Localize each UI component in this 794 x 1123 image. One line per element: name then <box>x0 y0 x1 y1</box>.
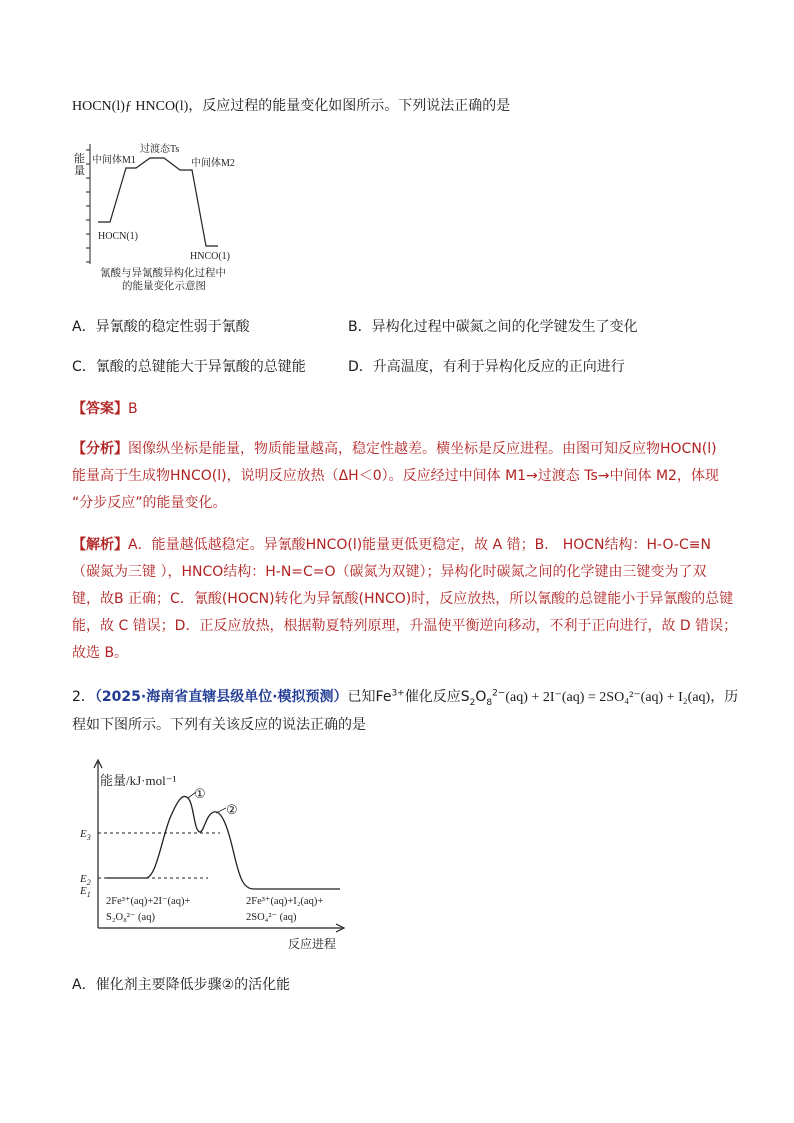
q2-stem-prefix: 已知Fe <box>347 689 392 705</box>
q2-stem-line-1: 2．（2025·海南省直辖县级单位·模拟预测）已知$Fe^{3+}$催化反应$S_2O_8^{2-}(aq) + 2I^-(aq) = 2SO_4^{2-}(aq) + I_2(aq)$，历 <box>72 688 739 708</box>
q2-stem-mid: 催化反应S <box>404 689 470 705</box>
q2-number: 2． <box>72 689 95 705</box>
q1-label-ts: 过渡态Ts <box>140 144 180 155</box>
q1-explain-line-3: 键，故B 正确；C．氰酸(HOCN)转化为异氰酸(HNCO)时，反应放热，所以氰酸的总键能小于异氰酸的总键 <box>72 591 734 607</box>
analysis-text-1: 图像纵坐标是能量，物质能量越高，稳定性越差。横坐标是反应进程。由图可知反应物HOCN(l) <box>128 441 717 457</box>
q2-product-2: 2SO₄²⁻ (aq) <box>246 912 297 923</box>
q2-x-axis-label: 反应进程 <box>288 937 337 951</box>
q1-caption-2: 的能量变化示意图 <box>122 281 206 292</box>
q1-explain-line-4: 能，故 C 错误；D．正反应放热，根据勒夏特列原理，升温使平衡逆向移动，不利于正向进行，故 D 错误； <box>72 618 738 634</box>
q2-reactant-2: S₂O₈²⁻ (aq) <box>106 912 155 923</box>
q1-label-m2: 中间体M2 <box>191 158 235 169</box>
q1-label-m1: 中间体M1 <box>92 155 136 166</box>
q1-y-axis <box>86 144 90 264</box>
q1-explain-line-1 <box>72 536 724 554</box>
q1-y-label-1: 能 <box>74 153 85 165</box>
q2-stem-rest: (aq) + 2I⁻(aq) = 2SO₄²⁻(aq) + I₂(aq)，历 <box>505 690 739 705</box>
q2-energy-diagram <box>70 758 360 958</box>
q1-caption-1: 氰酸与异氰酸异构化过程中 <box>100 268 226 279</box>
q1-option-c[interactable]: C．氰酸的总键能大于异氰酸的总键能 <box>72 359 306 375</box>
q1-analysis-line-2: 能量高于生成物HNCO(l)，说明反应放热（ΔH＜0）。反应经过中间体 M1→过渡态 Ts→中间体 M2，体现 <box>72 468 719 484</box>
q2-option-a[interactable]: A．催化剂主要降低步骤②的活化能 <box>72 977 291 993</box>
q1-energy-diagram <box>70 136 270 296</box>
q1-label-reactant: HOCN(1) <box>98 231 138 242</box>
q2-leader-2 <box>216 808 226 813</box>
q2-s2o8: $O_8^{2-}$ <box>475 688 506 708</box>
q2-peak-1: ① <box>194 786 206 801</box>
q1-y-label-2: 量 <box>74 165 85 177</box>
q1-analysis-line-3: “分步反应”的能量变化。 <box>72 495 227 511</box>
q2-stem-sup: 3+ <box>391 688 405 699</box>
q1-option-b[interactable]: B．异构化过程中碳氮之间的化学键发生了变化 <box>348 319 638 335</box>
q2-source: （2025·海南省直辖县级单位·模拟预测） <box>94 689 348 705</box>
answer-value: B <box>128 401 138 417</box>
q1-answer <box>72 400 724 418</box>
q2-product-1: 2Fe³⁺(aq)+I₂(aq)+ <box>246 896 324 907</box>
analysis-label: 【分析】 <box>72 441 128 457</box>
q1-option-d[interactable]: D．升高温度，有利于异构化反应的正向进行 <box>348 359 625 375</box>
q2-reactant-1: 2Fe³⁺(aq)+2I⁻(aq)+ <box>106 896 191 907</box>
q2-y-axis-label: 能量/kJ·mol⁻¹ <box>100 773 177 788</box>
q1-analysis-line-1 <box>72 440 724 458</box>
explain-text-1: A．能量越低越稳定。异氰酸HNCO(l)能量更低更稳定，故 A 错；B． HOCN结构：H-O-C≡N <box>128 537 711 553</box>
q2-energy-curve <box>106 796 340 889</box>
q1-explain-line-2: （碳氮为三键 ），HNCO结构：H-N=C=O（碳氮为双键）；异构化时碳氮之间的化学键由三键变为了双 <box>72 564 707 580</box>
q1-option-a[interactable]: A．异氰酸的稳定性弱于氰酸 <box>72 319 250 335</box>
q1-stem: HOCN(l)ƒ HNCO(l)，反应过程的能量变化如图所示。下列说法正确的是 <box>72 99 511 114</box>
explain-label: 【解析】 <box>72 537 128 553</box>
q1-explain-line-5: 故选 B。 <box>72 645 129 661</box>
q2-label-e3: $E_3$ <box>80 828 91 842</box>
q1-label-product: HNCO(1) <box>190 251 230 262</box>
answer-label: 【答案】 <box>72 401 128 417</box>
q2-label-e2: $E_2$ <box>80 873 91 887</box>
q2-label-e1: $E_1$ <box>80 885 91 899</box>
q2-peak-2: ② <box>226 802 238 817</box>
q2-stem-line-2: 程如下图所示。下列有关该反应的说法正确的是 <box>72 717 366 733</box>
